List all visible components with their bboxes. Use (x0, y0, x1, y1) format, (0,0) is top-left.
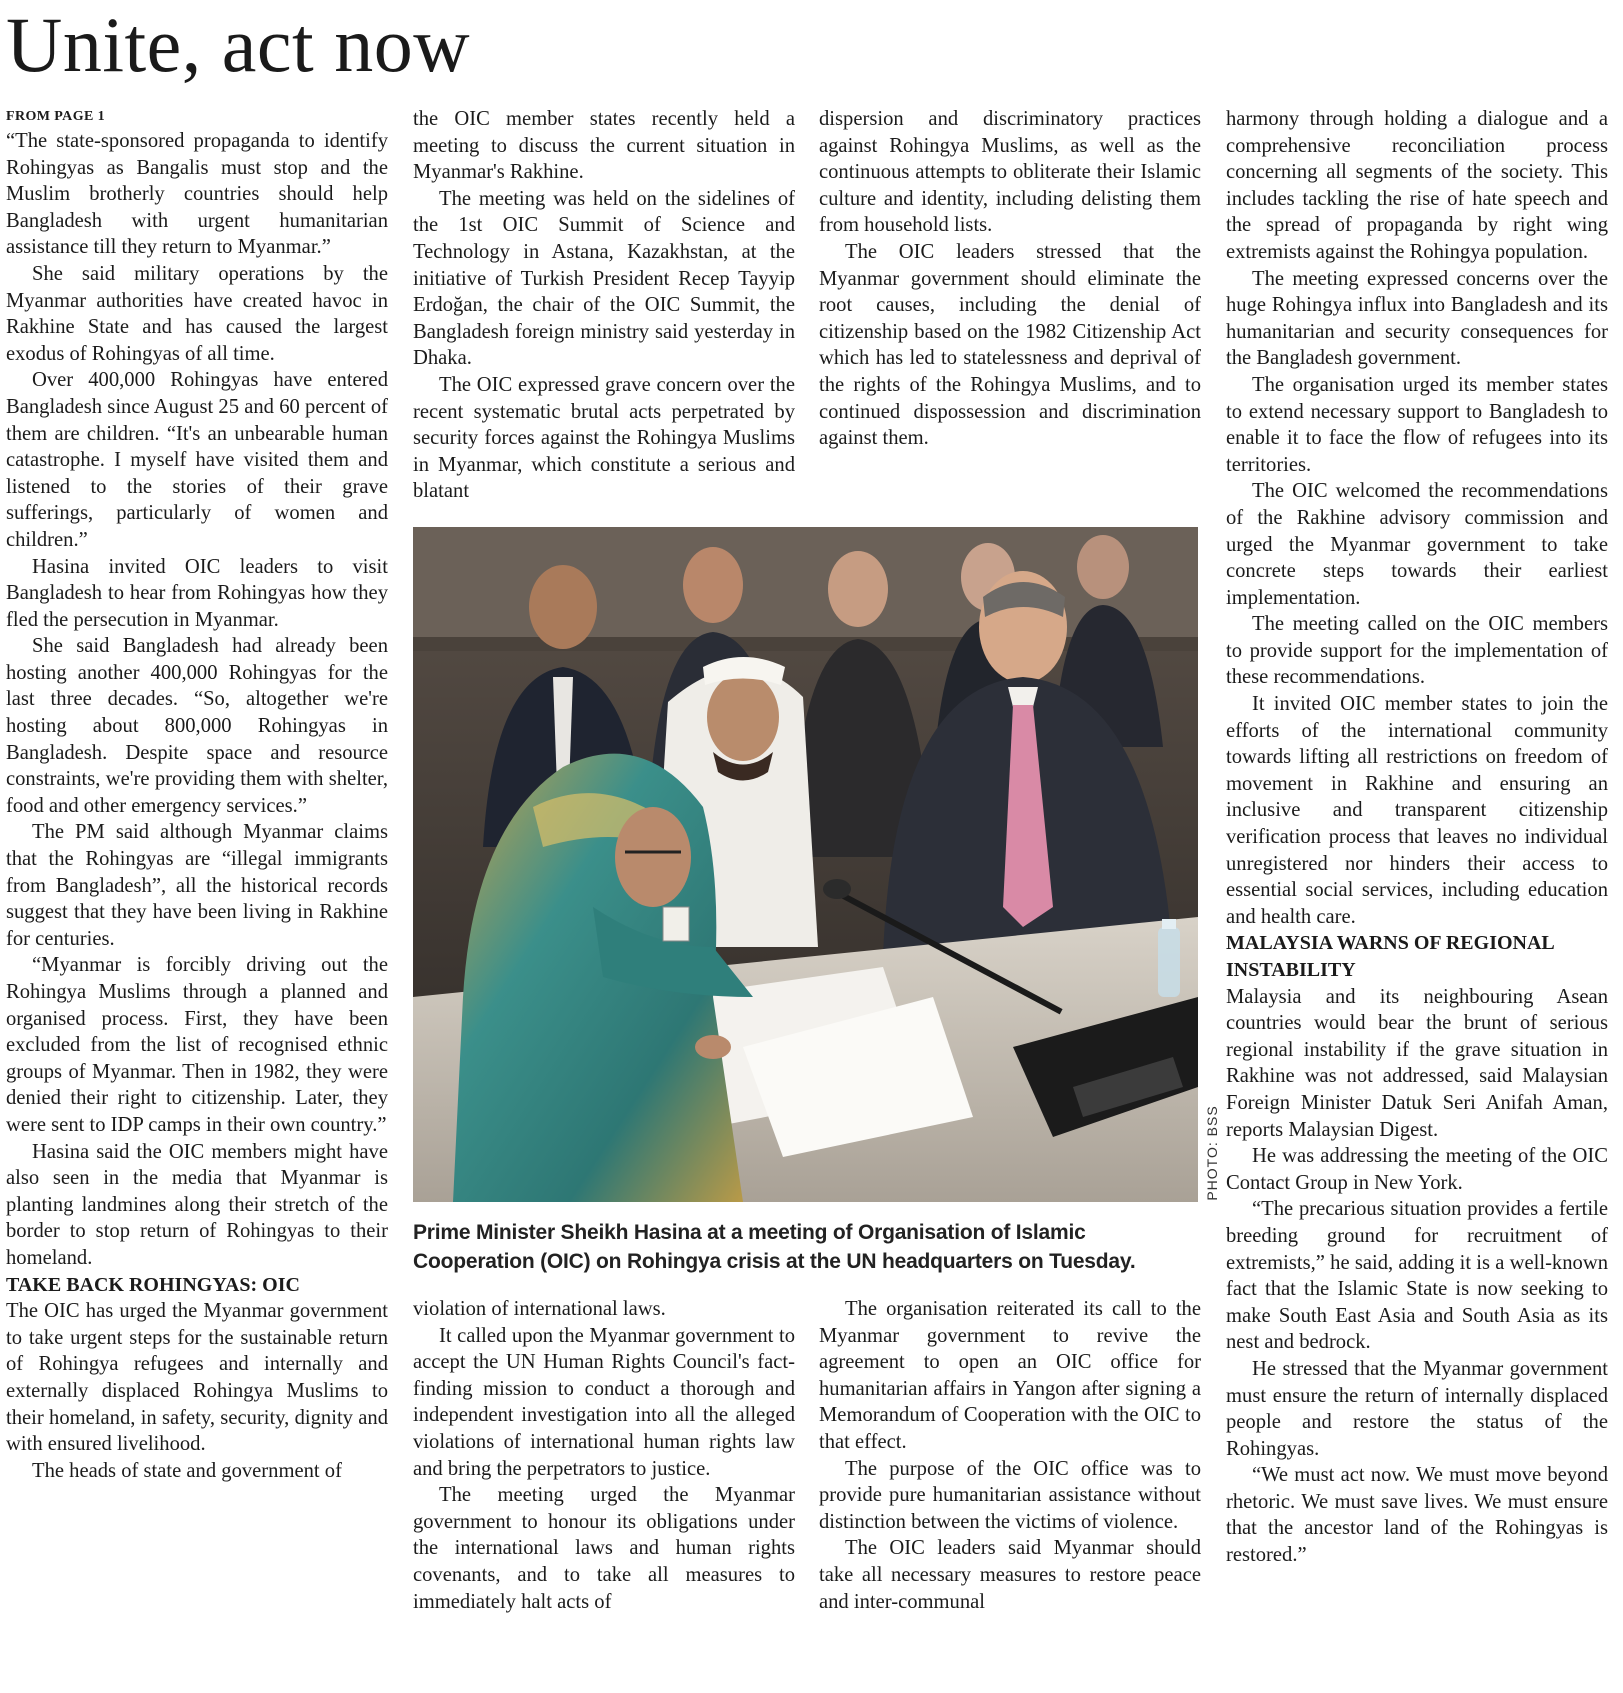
article-column-2-bottom (413, 1296, 795, 1686)
paragraph: violation of international laws. (413, 1298, 666, 1320)
article-column-3-bottom (819, 1296, 1201, 1686)
paragraph: “The state-sponsored propaganda to identify Rohingyas as Bangalis must stop and the Muslim brotherly countries should help Bangladesh with urgent humanitarian assistance till they return to Myanmar.” (6, 130, 388, 259)
paragraph: The meeting expressed concerns over the huge Rohingya influx into Bangladesh and its humanitarian and security consequences for the Bangladesh government. (1226, 267, 1608, 370)
meeting-photo-illustration (413, 527, 1198, 1202)
article-column-4 (1226, 106, 1608, 1686)
paragraph: dispersion and discriminatory practices against Rohingya Muslims, as well as the continuous attempts to obliterate their Islamic culture and identity, including delisting them from household lists. (819, 108, 1201, 237)
subhead-malaysia: MALAYSIA WARNS OF REGIONAL INSTABILITY (1226, 932, 1554, 981)
paragraph: harmony through holding a dialogue and a comprehensive reconciliation process concerning all segments of the society. This includes tackling the rise of hate speech and the spread of propaganda by right wing extremists against the Rohingya population. (1226, 108, 1608, 263)
paragraph: Hasina invited OIC leaders to visit Bangladesh to hear from Rohingyas how they fled the persecution in Myanmar. (6, 555, 388, 631)
paragraph: It invited OIC member states to join the efforts of the international community towards lifting all restrictions on freedom of movement in Rakhine and ensuring an inclusive and transparent citizenship verification process that leaves no individual unregistered nor hinders their access to essential social services, including education and health care. (1226, 693, 1608, 928)
subhead-take-back: TAKE BACK ROHINGYAS: OIC (6, 1273, 300, 1296)
paragraph: It called upon the Myanmar government to accept the UN Human Rights Council's fact-finding mission to conduct a thorough and independent investigation into all the alleged violations of international human rights law and bring the perpetrators to justice. (413, 1324, 795, 1480)
paragraph: The purpose of the OIC office was to provide pure humanitarian assistance without distinction between the victims of violence. (819, 1457, 1201, 1533)
paragraph: The organisation urged its member states to extend necessary support to Bangladesh to enable it to face the flow of refugees into its territories. (1226, 373, 1608, 476)
paragraph: Over 400,000 Rohingyas have entered Bangladesh since August 25 and 60 percent of them are children. “It's an unbearable human catastrophe. I myself have visited them and listened to the stories of their grave sufferings, particularly of women and children.” (6, 369, 388, 551)
article-column-2-top (413, 106, 795, 506)
paragraph: The OIC leaders stressed that the Myanmar government should eliminate the root causes, including the denial of citizenship based on the 1982 Citizenship Act which has led to statelessness and deprival of the rights of the Rohingya Muslims, and to continued dispossession and discrimination against them. (819, 240, 1201, 450)
news-photo (413, 527, 1198, 1202)
headline: Unite, act now (6, 1, 471, 88)
photo-credit-text: PHOTO: BSS (1204, 1105, 1220, 1201)
paragraph: The organisation reiterated its call to the Myanmar government to revive the agreement to open an OIC office for humanitarian affairs in Yangon after signing a Memorandum of Cooperation with the OIC to that effect. (819, 1298, 1201, 1453)
article-column-3-top (819, 106, 1201, 506)
paragraph: Hasina said the OIC members might have also seen in the media that Myanmar is planting landmines along their stretch of the border to stop return of Rohingyas to their homeland. (6, 1140, 388, 1269)
paragraph: The OIC leaders said Myanmar should take all necessary measures to restore peace and inter-communal (819, 1537, 1201, 1613)
paragraph: She said military operations by the Myanmar authorities have created havoc in Rakhine State and has caused the largest exodus of Rohingyas of all time. (6, 262, 388, 365)
paragraph: the OIC member states recently held a meeting to discuss the current situation in Myanmar's Rakhine. (413, 108, 795, 184)
paragraph: He was addressing the meeting of the OIC Contact Group in New York. (1226, 1145, 1608, 1194)
paragraph: He stressed that the Myanmar government must ensure the return of internally displaced people and restore the status of the Rohingyas. (1226, 1357, 1608, 1460)
paragraph: The heads of state and government of (32, 1459, 342, 1482)
paragraph: The PM said although Myanmar claims that the Rohingyas are “illegal immigrants from Bangladesh”, all the historical records suggest that they have been living in Rakhine for centuries. (6, 821, 388, 950)
paragraph: Malaysia and its neighbouring Asean countries would bear the brunt of serious regional instability if the grave situation in Rakhine was not addressed, said Malaysian Foreign Minister Datuk Seri Anifah Aman, reports Malaysian Digest. (1226, 985, 1608, 1141)
paragraph: The OIC expressed grave concern over the recent systematic brutal acts perpetrated by security forces against the Rohingya Muslims in Myanmar, which constitute a serious and blatant (413, 373, 795, 503)
paragraph: The meeting was held on the sidelines of the 1st OIC Summit of Science and Technology in Astana, Kazakhstan, at the initiative of Turkish President Recep Tayyip Erdoğan, the chair of the OIC Summit, the Bangladesh foreign ministry said yesterday in Dhaka. (413, 187, 795, 370)
paragraph: The meeting urged the Myanmar government to honour its obligations under the international laws and human rights covenants, and to take all measures to immediately halt acts of (413, 1484, 795, 1613)
paragraph: The OIC has urged the Myanmar government to take urgent steps for the sustainable return of Rohingya refugees and internally and externally displaced Rohingya Muslims to their homeland, in safety, security, dignity and with ensured livelihood. (6, 1300, 388, 1456)
paragraph: She said Bangladesh had already been hosting another 400,000 Rohingyas for the last three decades. “So, altogether we're hosting about 800,000 Rohingyas in Bangladesh. Despite space and resource constraints, we're providing them with shelter, food and other emergency services.” (6, 635, 388, 817)
paragraph: The OIC welcomed the recommendations of the Rakhine advisory commission and urged the Myanmar government to take concrete steps towards their earliest implementation. (1226, 480, 1608, 609)
article-column-1 (6, 106, 388, 1686)
paragraph: “We must act now. We must move beyond rhetoric. We must save lives. We must ensure that the ancestor land of the Rohingyas is restored.” (1226, 1464, 1608, 1567)
paragraph: “The precarious situation provides a fertile breeding ground for recruitment of extremists,” he said, adding it is a well-known fact that the Islamic State is now seeking to make South East Asia and South Asia as its nest and bedrock. (1226, 1198, 1608, 1354)
from-page-kicker: FROM PAGE 1 (6, 109, 106, 124)
water-bottle (1158, 919, 1180, 997)
photo-caption: Prime Minister Sheikh Hasina at a meeting of Organisation of Islamic Cooperation (OIC) on Rohingya crisis at the UN headquarters on Tuesday. (413, 1221, 1136, 1273)
paragraph: The meeting called on the OIC members to provide support for the implementation of these recommendations. (1226, 613, 1608, 689)
paragraph: “Myanmar is forcibly driving out the Rohingya Muslims through a planned and organised process. First, they have been excluded from the list of recognised ethnic groups of Myanmar. Then in 1982, they were denied their right to citizenship. Later, they were sent to IDP camps in their own country.” (6, 954, 388, 1136)
photo-credit (1200, 1098, 1224, 1208)
